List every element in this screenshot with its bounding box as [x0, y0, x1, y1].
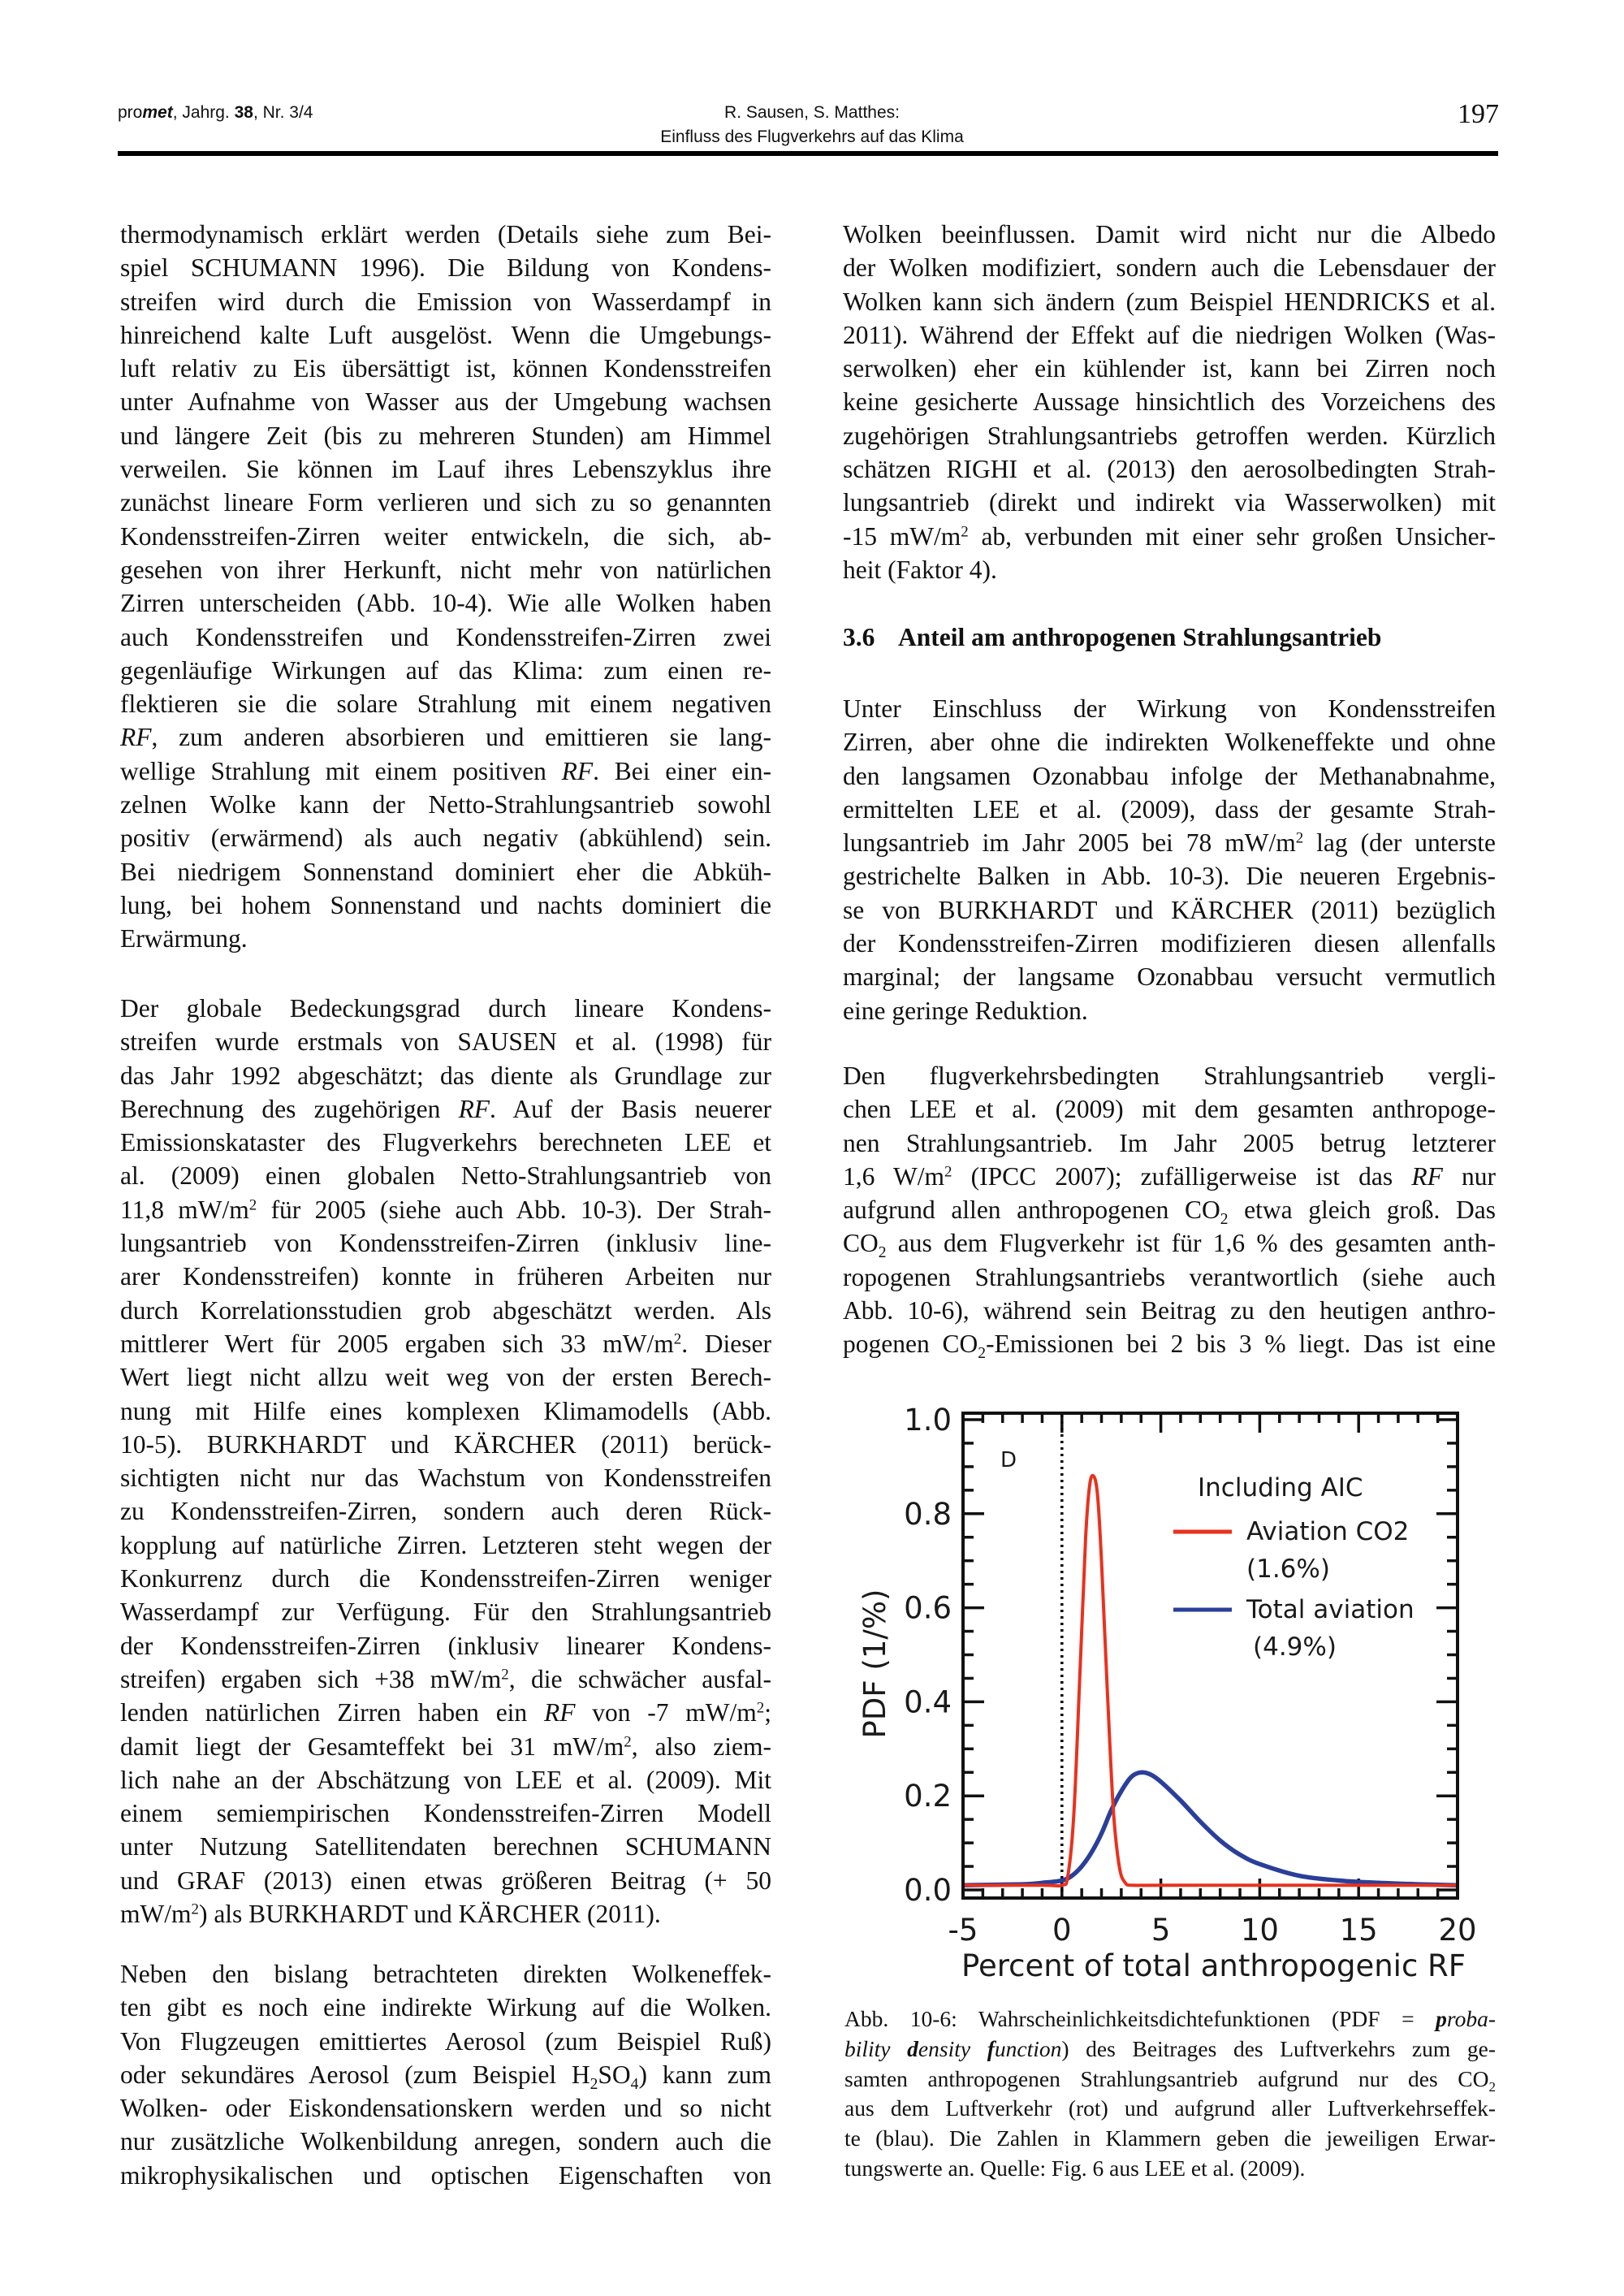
svg-text:15: 15: [1339, 1913, 1378, 1948]
x-tick-labels: [948, 1913, 1477, 1948]
text-line: Erwärmung.: [120, 924, 248, 953]
text-line: Der globale Bedeckungsgrad durch lineare Kondens-: [120, 994, 771, 1023]
text-line: hinreichend kalte Luft ausgelöst. Wenn die Umgebungs-: [120, 320, 771, 349]
text-line: Zirren unterscheiden (Abb. 10-4). Wie alle Wolken haben: [120, 589, 771, 618]
text-line: Konkurrenz durch die Kondensstreifen-Zirren weniger: [120, 1564, 771, 1593]
svg-text:(1.6%): (1.6%): [1246, 1554, 1330, 1584]
text-line: arer Kondensstreifen) konnte in früheren Arbeiten nur: [120, 1262, 771, 1291]
text-line: luft relativ zu Eis übersättigt ist, können Kondensstreifen: [120, 354, 771, 383]
left-column-paragraph-3: [120, 1957, 771, 2192]
svg-text:-5: -5: [948, 1913, 978, 1948]
text-line: gestrichelte Balken in Abb. 10-3). Die neueren Ergebnis-: [843, 862, 1496, 891]
svg-text:0: 0: [1052, 1913, 1072, 1948]
y-axis-label: PDF (1/%): [857, 1589, 892, 1739]
text-line: tungswerte an. Quelle: Fig. 6 aus LEE et al. (2009).: [844, 2155, 1306, 2181]
text-line: zelnen Wolke kann der Netto-Strahlungsantrieb sowohl: [120, 790, 771, 819]
text-line: te (blau). Die Zahlen in Klammern geben die jeweiligen Erwar-: [844, 2125, 1496, 2151]
authors: R. Sausen, S. Matthes:: [724, 103, 900, 122]
text-line: ermittelten LEE et al. (2009), dass der gesamte Strah-: [843, 794, 1496, 824]
text-line: der Wolken modifiziert, sondern auch die Lebensdauer der: [843, 253, 1496, 283]
text-line: lung, bei hohem Sonnenstand und nachts dominiert die: [120, 890, 771, 919]
text-line: mittlerer Wert für 2005 ergaben sich 33 $mW/m^2$. Dieser: [120, 1329, 771, 1358]
journal-name-emphasis: met: [142, 103, 173, 122]
text-line: mikrophysikalischen und optischen Eigenschaften von: [120, 2160, 771, 2190]
text-line: -15 $mW/m^2$ ab, verbunden mit einer sehr großen Unsicher-: [843, 521, 1496, 551]
text-line: auch Kondensstreifen und Kondensstreifen-Zirren zwei: [120, 622, 771, 651]
text-line: gegenläufige Wirkungen auf das Klima: zum einen re-: [120, 655, 771, 685]
text-line: Berechnung des zugehörigen RF. Auf der Basis neuerer: [120, 1094, 771, 1123]
text-line: 2011). Während der Effekt auf die niedrigen Wolken (Was-: [843, 320, 1496, 349]
header-rule: [118, 151, 1498, 156]
running-authors: [0, 103, 1624, 123]
text-line: aus dem Luftverkehr (rot) und aufgrund aller Luftverkehrseffek-: [844, 2095, 1496, 2121]
pdf-line-chart: [836, 1397, 1527, 1982]
text-line: zunächst lineare Form verlieren und sich zu so genannten: [120, 488, 771, 517]
page-number: 197: [1458, 99, 1499, 129]
svg-text:Aviation CO2: Aviation CO2: [1246, 1517, 1410, 1546]
text-line: Bei niedrigem Sonnenstand dominiert eher die Abküh-: [120, 857, 771, 886]
text-line: eine geringe Reduktion.: [843, 996, 1088, 1025]
text-line: lich nahe an der Abschätzung von LEE et al. (2009). Mit: [120, 1765, 771, 1794]
text-line: aufgrund allen anthropogenen $CO_2$ etwa gleich groß. Das: [843, 1196, 1497, 1229]
text-line: heit (Faktor 4).: [843, 555, 997, 584]
text-line: Kondensstreifen-Zirren weiter entwickeln, die sich, ab-: [120, 521, 771, 551]
text-line: bility density function) des Beitrages des Luftverkehrs zum ge-: [844, 2035, 1497, 2061]
text-line: unter Nutzung Satellitendaten berechnen SCHUMANN: [120, 1832, 771, 1861]
text-line: das Jahr 1992 abgeschätzt; das diente als Grundlage zur: [120, 1061, 771, 1090]
svg-text:0.4: 0.4: [904, 1684, 952, 1720]
text-line: Wolken- oder Eiskondensationskern werden und so nicht: [120, 2094, 771, 2123]
right-column-paragraph-1: [843, 218, 1496, 586]
series-total-aviation-curve: [963, 1772, 1458, 1885]
text-line: keine gesicherte Aussage hinsichtlich des Vorzeichens des: [843, 387, 1496, 417]
text-line: spiel SCHUMANN 1996). Die Bildung von Kondens-: [120, 253, 771, 283]
svg-text:(4.9%): (4.9%): [1253, 1632, 1337, 1662]
svg-text:5: 5: [1151, 1913, 1171, 1948]
text-line: lenden natürlichen Zirren haben ein RF von -7 $mW/m^2$;: [120, 1698, 771, 1727]
article-title: Einfluss des Flugverkehrs auf das Klima: [660, 128, 964, 146]
text-line: nung mit Hilfe eines komplexen Klimamodells (Abb.: [120, 1396, 771, 1425]
section-number: 3.6: [843, 623, 875, 651]
figure-caption: [844, 2004, 1496, 2184]
svg-text:0.6: 0.6: [904, 1590, 952, 1626]
text-line: serwolken) eher ein kühlender ist, kann bei Zirren noch: [843, 354, 1496, 383]
text-line: lungsantrieb von Kondensstreifen-Zirren (inklusiv line-: [120, 1229, 771, 1258]
text-line: damit liegt der Gesamteffekt bei 31 $mW/m^2$, also ziem-: [120, 1732, 771, 1761]
text-line: Wolken beeinflussen. Damit wird nicht nur die Albedo: [843, 220, 1496, 249]
text-line: nur zusätzliche Wolkenbildung anregen, sondern auch die: [120, 2127, 771, 2156]
text-line: pogenen $CO_2$-Emissionen bei 2 bis 3 % liegt. Das ist eine: [843, 1330, 1496, 1363]
svg-text:1.0: 1.0: [904, 1403, 952, 1438]
text-line: zu Kondensstreifen-Zirren, sondern auch deren Rück-: [120, 1497, 771, 1526]
text-line: gesehen von ihrer Herkunft, nicht mehr von natürlichen: [120, 555, 771, 584]
text-line: streifen) ergaben sich +38 $mW/m^2$, die schwächer ausfal-: [120, 1664, 771, 1693]
text-line: der Kondensstreifen-Zirren modifizieren diesen allenfalls: [843, 929, 1496, 958]
text-line: Unter Einschluss der Wirkung von Kondensstreifen: [843, 694, 1496, 723]
text-line: se von BURKHARDT und KÄRCHER (2011) bezüglich: [843, 895, 1496, 924]
right-column-paragraph-3: [843, 1059, 1496, 1361]
text-line: Von Flugzeugen emittiertes Aerosol (zum Beispiel Ruß): [120, 2026, 771, 2056]
text-line: thermodynamisch erklärt werden (Details siehe zum Bei-: [120, 220, 771, 249]
text-line: schätzen RIGHI et al. (2013) den aerosolbedingten Strah-: [843, 455, 1496, 484]
text-line: $CO_2$ aus dem Flugverkehr ist für 1,6 % des gesamten anth-: [843, 1229, 1496, 1262]
text-line: positiv (erwärmend) als auch negativ (abkühlend) sein.: [120, 824, 771, 853]
svg-text:20: 20: [1438, 1913, 1477, 1948]
text-line: 11,8 $mW/m^2$ für 2005 (siehe auch Abb. 10-3). Der Strah-: [120, 1195, 771, 1224]
text-line: 10-5). BURKHARDT und KÄRCHER (2011) berück-: [120, 1429, 771, 1459]
journal-name-prefix: pro: [118, 103, 143, 122]
text-line: ten gibt es noch eine indirekte Wirkung auf die Wolken.: [120, 1993, 771, 2022]
text-line: zugehörigen Strahlungsantriebs getroffen werden. Kürzlich: [843, 421, 1496, 450]
text-line: Abb. 10-6: Wahrscheinlichkeitsdichtefunktionen (PDF = proba-: [844, 2006, 1496, 2031]
svg-text:Total aviation: Total aviation: [1246, 1595, 1415, 1624]
text-line: und GRAF (2013) einen etwas größeren Beitrag (+ 50: [120, 1866, 771, 1895]
right-column-paragraph-2: [843, 692, 1496, 1027]
text-line: $mW/m^2$) als BURKHARDT und KÄRCHER (2011).: [120, 1900, 661, 1929]
text-line: al. (2009) einen globalen Netto-Strahlungsantrieb von: [120, 1161, 771, 1191]
text-line: samten anthropogenen Strahlungsantrieb aufgrund nur des $CO_2$: [844, 2065, 1496, 2095]
svg-text:0.8: 0.8: [904, 1496, 952, 1532]
text-line: einem semiempirischen Kondensstreifen-Zirren Modell: [120, 1799, 771, 1828]
text-line: streifen wurde erstmals von SAUSEN et al. (1998) für: [120, 1027, 771, 1057]
section-title: Anteil am anthropogenen Strahlungsantrieb: [898, 623, 1382, 651]
text-line: und längere Zeit (bis zu mehreren Stunden) am Himmel: [120, 421, 771, 450]
text-line: der Kondensstreifen-Zirren (inklusiv linearer Kondens-: [120, 1631, 771, 1660]
svg-text:0.0: 0.0: [904, 1873, 952, 1908]
x-axis-label: Percent of total anthropogenic RF: [961, 1948, 1466, 1982]
text-line: Wasserdampf zur Verfügung. Für den Strahlungsantrieb: [120, 1598, 771, 1627]
text-line: Abb. 10-6), während sein Beitrag zu den heutigen anthro-: [843, 1296, 1496, 1325]
svg-text:Including AIC: Including AIC: [1198, 1473, 1363, 1503]
text-line: den langsamen Ozonabbau infolge der Methanabnahme,: [843, 761, 1496, 790]
svg-text:10: 10: [1240, 1913, 1279, 1948]
text-line: lungsantrieb im Jahr 2005 bei 78 $mW/m^2$ lag (der unterste: [843, 828, 1496, 858]
y-tick-labels: [904, 1403, 952, 1908]
left-column-paragraph-1: [120, 218, 771, 956]
text-line: flektieren sie die solare Strahlung mit einem negativen: [120, 690, 771, 719]
journal-year-label: , Jahrg.: [172, 103, 235, 122]
text-line: oder sekundäres Aerosol (zum Beispiel $H_2SO_4$) kann zum: [120, 2060, 771, 2093]
text-line: Neben den bislang betrachteten direkten Wolkeneffek-: [120, 1960, 771, 1988]
journal-issue: , Nr. 3/4: [253, 103, 313, 122]
panel-label: D: [1000, 1448, 1017, 1472]
journal-volume: 38: [234, 103, 253, 122]
figure-10-6-pdf-chart: [836, 1397, 1527, 1982]
section-heading: [843, 620, 1381, 654]
text-line: chen LEE et al. (2009) mit dem gesamten anthropoge-: [843, 1095, 1496, 1124]
left-column-paragraph-2: [120, 992, 771, 1931]
chart-legend: [1173, 1473, 1415, 1662]
text-line: streifen wird durch die Emission von Wasserdampf in: [120, 287, 771, 316]
text-line: Wolken kann sich ändern (zum Beispiel HENDRICKS et al.: [843, 287, 1496, 316]
text-line: lungsantrieb (direkt und indirekt via Wasserwolken) mit: [843, 488, 1496, 517]
text-line: kopplung auf natürliche Zirren. Letzteren steht wegen der: [120, 1530, 771, 1559]
text-line: marginal; der langsame Ozonabbau versucht vermutlich: [843, 962, 1496, 992]
text-line: wellige Strahlung mit einem positiven RF. Bei einer ein-: [120, 756, 771, 785]
text-line: Zirren, aber ohne die indirekten Wolkeneffekte und ohne: [843, 728, 1496, 757]
text-line: nen Strahlungsantrieb. Im Jahr 2005 betrug letzterer: [843, 1128, 1496, 1157]
text-line: 1,6 $W/m^2$ (IPCC 2007); zufälligerweise ist das RF nur: [843, 1161, 1496, 1191]
text-line: ropogenen Strahlungsantriebs verantwortlich (siehe auch: [843, 1262, 1496, 1291]
running-title: [0, 128, 1624, 147]
text-line: sichtigten nicht nur das Wachstum von Kondensstreifen: [120, 1464, 771, 1493]
text-line: durch Korrelationsstudien grob abgeschätzt werden. Als: [120, 1295, 771, 1325]
svg-text:0.2: 0.2: [904, 1779, 952, 1814]
text-line: verweilen. Sie können im Lauf ihres Lebenszyklus ihre: [120, 455, 771, 484]
text-line: RF, zum anderen absorbieren und emittieren sie lang-: [120, 723, 771, 752]
text-line: Wert liegt nicht allzu weit weg von der ersten Berech-: [120, 1363, 771, 1392]
text-line: unter Aufnahme von Wasser aus der Umgebung wachsen: [120, 387, 771, 417]
text-line: Den flugverkehrsbedingten Strahlungsantrieb vergli-: [843, 1062, 1496, 1090]
text-line: Emissionskataster des Flugverkehrs berechneten LEE et: [120, 1128, 771, 1157]
